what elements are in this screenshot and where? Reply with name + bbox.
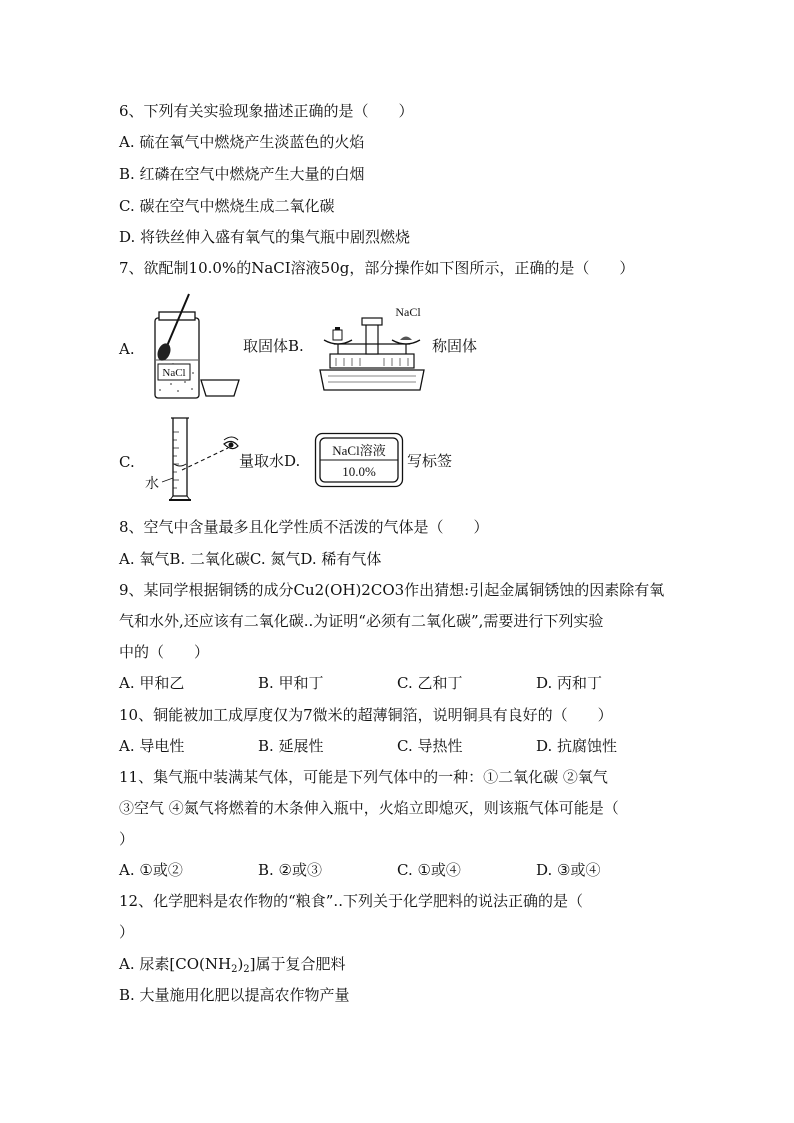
balance-label: NaCl — [395, 305, 421, 319]
q9-stem-line3: 中的（ ） — [119, 643, 210, 661]
label-tag-figure — [314, 432, 404, 488]
q12-option-a — [119, 954, 346, 980]
q11-stem-line1: 11、集气瓶中装满某气体，可能是下列气体中的一种：①二氧化碳 ②氧气 — [119, 768, 608, 786]
q12-option-b: B. 大量施用化肥以提高农作物产量 — [119, 986, 350, 1004]
q7-b-text: 称固体 — [432, 337, 478, 355]
q10-option-c: C. 导热性 — [397, 737, 463, 755]
q11-option-d: D. ③或④ — [536, 861, 601, 879]
q10-option-a: A. 导电性 — [119, 737, 185, 755]
q9-option-c: C. 乙和丁 — [397, 674, 463, 692]
q11-stem-line3: ） — [119, 830, 135, 848]
q7-a-letter: A. — [119, 340, 135, 358]
q9-options — [119, 673, 675, 693]
q12-option-a-part2: ) — [237, 955, 244, 973]
water-label: 水 — [145, 476, 159, 492]
q11-stem-line2: ③空气 ④氮气将燃着的木条伸入瓶中，火焰立即熄灭，则该瓶气体可能是（ — [119, 799, 619, 817]
q6-option-a: A. 硫在氧气中燃烧产生淡蓝色的火焰 — [119, 133, 365, 151]
q10-option-b: B. 延展性 — [258, 737, 324, 755]
q12-option-a-part3: ]属于复合肥料 — [249, 955, 346, 973]
q7-c-text: 量取水D. — [239, 452, 301, 470]
q9-option-d: D. 丙和丁 — [536, 674, 603, 692]
q11-option-c: C. ①或④ — [397, 861, 461, 879]
q11-option-b: B. ②或③ — [258, 861, 323, 879]
q7-d-text: 写标签 — [407, 452, 453, 470]
q10-options — [119, 736, 675, 756]
q9-option-b: B. 甲和丁 — [258, 674, 324, 692]
q6-option-b: B. 红磷在空气中燃烧产生大量的白烟 — [119, 165, 365, 183]
q12-stem-line2: ） — [119, 923, 135, 941]
reagent-bottle-figure — [145, 290, 245, 402]
q8-stem: 8、空气中含量最多且化学性质不活泼的气体是（ ） — [119, 518, 489, 536]
q11-option-a: A. ①或② — [119, 861, 183, 879]
q9-option-a: A. 甲和乙 — [119, 674, 185, 692]
q6-option-c: C. 碳在空气中燃烧生成二氧化碳 — [119, 197, 335, 215]
q7-a-text: 取固体B. — [243, 337, 304, 355]
tag-line1: NaCl溶液 — [332, 443, 386, 458]
tag-line2: 10.0% — [342, 464, 376, 479]
q7-c-letter: C. — [119, 453, 135, 471]
q12-option-a-sub1: 2 — [231, 964, 238, 975]
balance-figure — [316, 300, 428, 396]
q9-stem-line1: 9、某同学根据铜锈的成分Cu2(OH)2CO3作出猜想:引起金属铜锈蚀的因素除有氧 — [119, 581, 665, 599]
q6-option-d: D. 将铁丝伸入盛有氧气的集气瓶中剧烈燃烧 — [119, 228, 411, 246]
bottle-label: NaCl — [162, 367, 186, 379]
q12-stem-line1: 12、化学肥料是农作物的“粮食”..下列关于化学肥料的说法正确的是（ — [119, 892, 583, 910]
q6-stem: 6、下列有关实验现象描述正确的是（ ） — [119, 102, 414, 120]
q10-stem: 10、铜能被加工成厚度仅为7微米的超薄铜箔，说明铜具有良好的（ ） — [119, 706, 613, 724]
q12-option-a-sub2: 2 — [243, 964, 250, 975]
q8-options: A. 氧气B. 二氧化碳C. 氮气D. 稀有气体 — [119, 550, 382, 568]
q10-option-d: D. 抗腐蚀性 — [536, 737, 618, 755]
q12-option-a-part1: A. 尿素[CO(NH — [119, 955, 232, 973]
q7-stem: 7、欲配制10.0%的NaCI溶液50g，部分操作如下图所示，正确的是（ ） — [119, 259, 635, 277]
q9-stem-line2: 气和水外,还应该有二氧化碳..为证明“必须有二氧化碳”,需要进行下列实验 — [119, 612, 604, 630]
q11-options — [119, 860, 675, 880]
